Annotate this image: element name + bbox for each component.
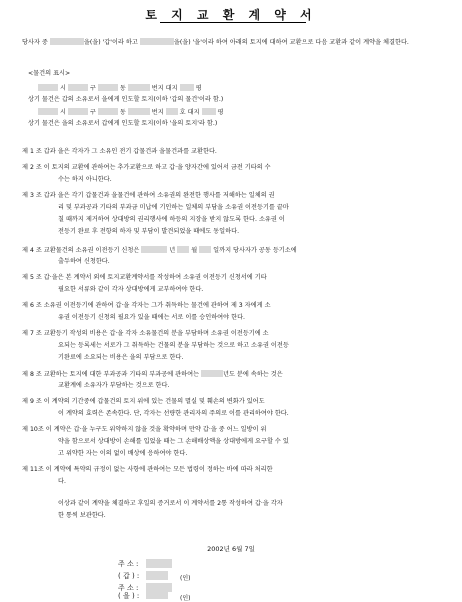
article-2-line-2: 수는 하지 아니한다. bbox=[58, 176, 112, 183]
article-6-line-2: 유권 이전등기 신청의 필요가 있을 때에는 서로 이를 승인하여야 한다. bbox=[58, 314, 246, 321]
article-4-line-1: 제 4 조 교환물건의 소유권 이전등기 신청은 년 월 일까지 당사자가 공동 등기소에 bbox=[22, 247, 297, 254]
article-9-line-1: 제 9 조 이 계약의 기간중에 갑물건의 토지 위에 있는 건물의 멸실 및 훼손의 변화가 있어도 bbox=[22, 398, 265, 405]
redacted-name-1 bbox=[146, 571, 168, 580]
article-10-line-2: 약을 함으로서 상대방이 손해를 입었을 때는 그 손해배상액을 상대방에게 요구할 수 있 bbox=[58, 438, 289, 445]
seal-mark-1: (인) bbox=[180, 575, 191, 582]
article-8-line-1: 제 8 조 교환하는 토지에 대한 부과공과 기타의 부과공에 관하여는 년도 분에 속하는 것은 bbox=[22, 371, 283, 378]
article-11-line-2: 다. bbox=[58, 478, 66, 485]
article-7-line-2: 요되는 등록세는 서로가 그 취득하는 건물의 분을 부담하는 것으로 하고 소유권 이전등 bbox=[58, 342, 289, 349]
article-7-line-1: 제 7 조 교환등기 작성의 비용은 갑·을 각자 소유물건의 분을 부담하며 소유권 이전등기에 소 bbox=[22, 330, 269, 337]
address-label-1: 주 소 : bbox=[118, 560, 139, 568]
article-2-line-1: 제 2 조 이 토지의 교환에 관하여는 추가교환으로 하고 갑·을 양자간에 있어서 금전 기타의 수 bbox=[22, 164, 271, 171]
article-3-line-1: 제 3 조 갑과 을은 각기 갑물건과 을물건에 관하여 소유권의 완전한 행사를 저해하는 일체의 권 bbox=[22, 192, 275, 199]
redacted-address-1 bbox=[146, 559, 172, 568]
contract-date: 2002년 6월 7일 bbox=[207, 545, 255, 553]
address-label-2: 주 소 : bbox=[118, 584, 139, 592]
redacted-party-2 bbox=[140, 38, 174, 45]
party-label-eul: ( 을 ) : bbox=[118, 592, 140, 600]
party-label-gap: ( 갑 ) : bbox=[118, 572, 140, 580]
article-10-line-1: 제 10조 이 계약은 갑·을 누구도 위약하지 않을 것을 확약하며 만약 갑·을 중 어느 일방이 위 bbox=[22, 426, 267, 433]
article-11-line-1: 제 11조 이 계약에 특약의 규정이 없는 사항에 관하여는 모든 법령이 정하는 바에 따라 처리한 bbox=[22, 466, 273, 473]
seal-mark-2: (인) bbox=[180, 595, 191, 602]
property-row-2: 시 구 동 번지 호 대지 평 bbox=[38, 108, 223, 117]
document-title: 토 지 교 환 계 약 서 bbox=[145, 8, 317, 22]
article-9-line-2: 이 계약의 효력은 존속한다. 단, 각자는 선량한 관리자의 주의로 이를 관리하여야 한다. bbox=[58, 410, 289, 417]
property-heading: <물건의 표시> bbox=[28, 70, 71, 77]
property-note-2: 상기 물건은 을의 소유로서 갑에게 인도할 토지(이하 '을의 토지'라 함.) bbox=[28, 120, 218, 127]
article-8-line-2: 교환계에 소유자가 부담하는 것으로 한다. bbox=[58, 382, 170, 389]
article-5-line-1: 제 5 조 갑·을은 본 계약서 외에 토지교환계약서를 작성하여 소유권 이전등기 신청서에 기타 bbox=[22, 274, 267, 281]
redacted-name-2 bbox=[146, 591, 168, 599]
article-7-line-3: 기완료에 소요되는 비용은 을의 부담으로 한다. bbox=[58, 354, 184, 361]
closing-line-1: 이상과 같이 계약을 체결하고 후일의 증거로서 이 계약서를 2통 작성하여 갑·을 각자 bbox=[58, 500, 283, 507]
property-note-1: 상기 물건은 갑의 소유로서 을에게 인도할 토지(이하 '갑의 물건'이라 함.) bbox=[28, 96, 224, 103]
property-row-1: 시 구 동 번지 대지 평 bbox=[38, 84, 202, 93]
title-underline bbox=[160, 22, 306, 23]
article-10-line-3: 고 위약한 자는 이의 없이 배상에 응하여야 한다. bbox=[58, 450, 188, 457]
article-3-line-4: 전등기 완료 후 전항의 하자 및 부담이 발견되었을 때에도 동일하다. bbox=[58, 228, 240, 235]
article-1: 제 1 조 갑과 을은 각자가 그 소유인 전기 갑물건과 을물건과를 교환한다. bbox=[22, 148, 217, 155]
article-6-line-1: 제 6 조 소유권 이전등기에 관하여 갑·을 각자는 그가 취득하는 물건에 관하여 제 3 자에게 소 bbox=[22, 302, 271, 309]
intro-line-1: 당사자 중 을(을) '갑'이라 하고 을(을) '을'이라 하여 아래의 토지에 대하여 교환으로 다음 교환과 같이 계약을 체결한다. bbox=[22, 39, 409, 46]
closing-line-2: 한 통씩 보관한다. bbox=[58, 512, 106, 519]
article-3-line-2: 리 및 부과공과 기타의 부과금 미납에 기인하는 일체의 부담을 소유권 이전등기를 끝마 bbox=[58, 204, 289, 211]
redacted-party-1 bbox=[50, 38, 84, 45]
article-4-line-2: 출두하여 신청한다. bbox=[58, 258, 110, 265]
article-3-line-3: 칠 때까지 제거하여 상대방의 권리행사에 하등의 지장을 받지 않도록 한다. 소유권 이 bbox=[58, 216, 285, 223]
article-5-line-2: 필요한 서류와 같이 각자 상대방에게 교부하여야 한다. bbox=[58, 286, 204, 293]
